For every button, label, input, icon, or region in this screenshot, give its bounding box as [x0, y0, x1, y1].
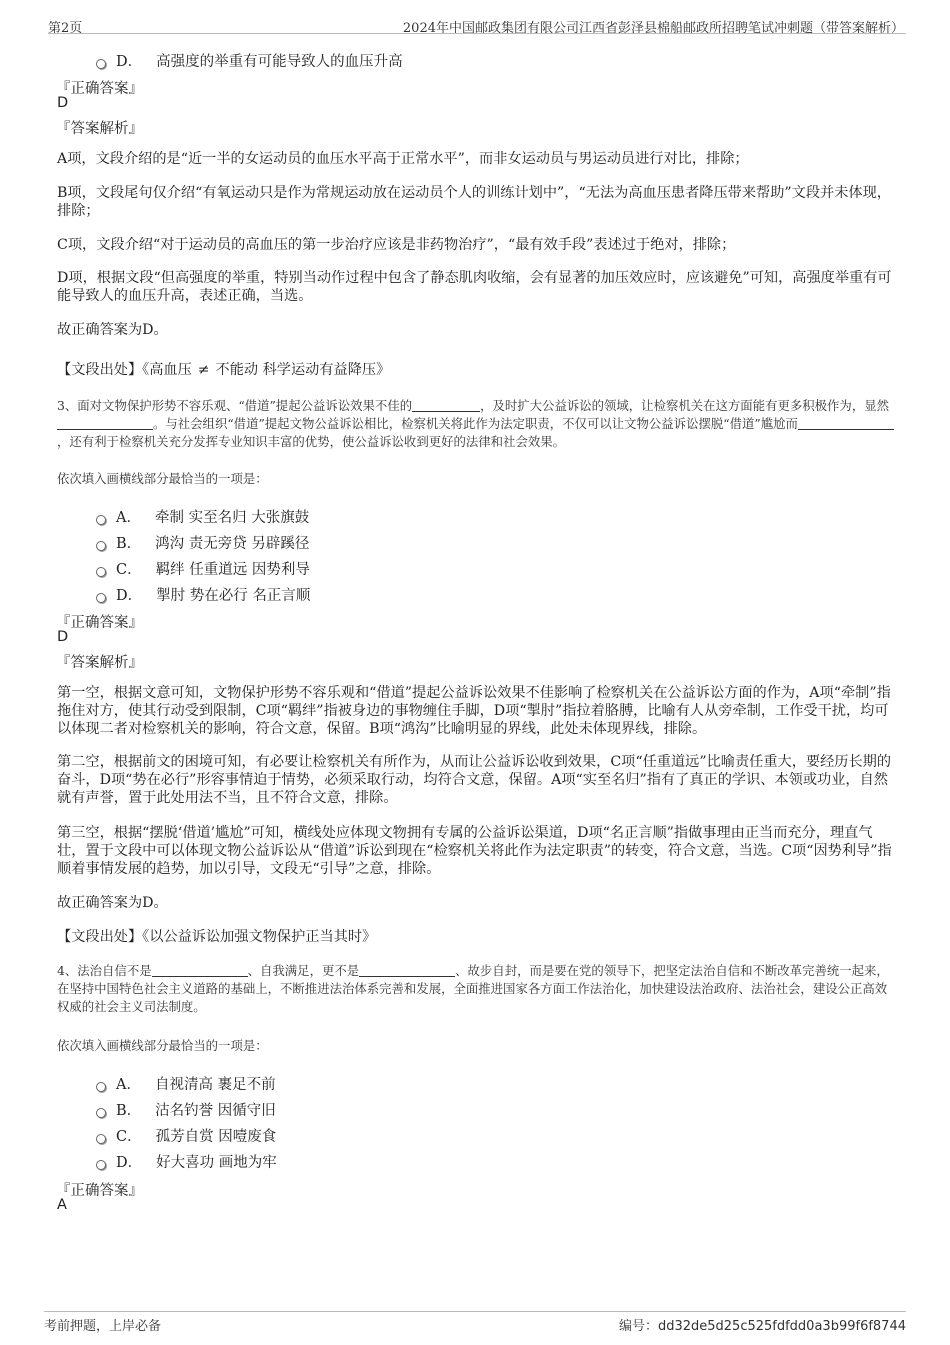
radio-icon[interactable] [96, 1134, 106, 1144]
radio-icon[interactable] [96, 515, 106, 525]
radio-icon[interactable] [96, 1082, 106, 1092]
document-title: 2024年中国邮政集团有限公司江西省彭泽县棉船邮政所招聘笔试冲刺题（带答案解析） [402, 21, 904, 36]
q3-analysis-2: 第二空，根据前文的困境可知，有必要让检察机关有所作为，从而让公益诉讼收到效果，C项“任重道远”比喻责任重大，要经历长期的奋斗，D项“势在必行”形容事情迫于情势，必须采取行动，均符合文意，保留。A项“实至名归”指有了真正的学识、本领或功业，自然就有声誉，置于此处用法不当，且不符合文意，排除。 [57, 754, 892, 806]
radio-icon[interactable] [96, 567, 106, 577]
q3-option-a[interactable]: A． 牵制 实至名归 大张旗鼓 [96, 506, 309, 527]
q2-analysis-label: 『答案解析』 [56, 121, 143, 137]
q3-analysis-3: 第三空，根据“摆脱‘借道’尴尬”可知，横线处应体现文物拥有专属的公益诉讼渠道，D项“名正言顺”指做事理由正当而充分，理直气壮，置于文段中可以体现文物公益诉讼从“借道”诉讼到现在“检察机关将此作为法定职责”的转变，符合文意，当选。C项“因势利导”指顺着事情发展的趋势，加以引导，文段无“引导”之意，排除。 [57, 825, 892, 877]
q3-conclusion: 故正确答案为D。 [57, 895, 168, 911]
q4-answer: A [57, 1197, 67, 1213]
q3-instruction: 依次填入画横线部分最恰当的一项是： [57, 471, 268, 486]
q3-stem: 3、面对文物保护形势不容乐观、“借道”提起公益诉讼效果不佳的 ，及时扩大公益诉讼的领域，让检察机关在这方面能有更多积极作为，显然。与社会组织“借道”提起文物公益诉讼相比，检察机关将此作为法定职责，不仅可以让文物公益诉讼摆脱“借道”尴尬而，还有利于检察机关充分发挥专业知识丰富的优势，使公益诉讼收到更好的法律和社会效果。 [57, 397, 895, 451]
q2-source: 【文段出处】《高血压 ≠ 不能动 科学运动有益降压》 [57, 362, 391, 378]
q3-analysis-label: 『答案解析』 [56, 655, 143, 671]
q3-answer-label: 『正确答案』 [56, 615, 143, 631]
q3-source: 【文段出处】《以公益诉讼加强文物保护正当其时》 [57, 929, 377, 945]
radio-icon[interactable] [96, 59, 106, 69]
blank-1 [412, 399, 480, 412]
radio-icon[interactable] [96, 593, 106, 603]
q4-option-a[interactable]: A． 自视清高 裹足不前 [96, 1073, 276, 1094]
q2-analysis-b: B项，文段尾句仅介绍“有氧运动只是作为常规运动放在运动员个人的训练计划中”，“无法为高血压患者降压带来帮助”文段并未体现，排除； [57, 185, 891, 219]
footer-slogan: 考前押题，上岸必备 [44, 1319, 162, 1334]
q3-option-c[interactable]: C． 羁绊 任重道远 因势利导 [96, 558, 310, 579]
q2-analysis-a: A项，文段介绍的是“近一半的女运动员的血压水平高于正常水平”，而非女运动员与男运动员进行对比，排除； [57, 151, 749, 167]
blank-3 [798, 417, 894, 430]
q2-analysis-d: D项，根据文段“但高强度的举重，特别当动作过程中包含了静态肌肉收缩，会有显著的加压效应时，应该避免”可知，高强度举重有可能导致人的血压升高，表述正确，当选。 [57, 270, 892, 304]
radio-icon[interactable] [96, 1108, 106, 1118]
q2-option-d[interactable]: D． 高强度的举重有可能导致人的血压升高 [96, 50, 403, 71]
q4-answer-label: 『正确答案』 [56, 1183, 143, 1199]
radio-icon[interactable] [96, 1160, 106, 1170]
q4-option-c[interactable]: C． 孤芳自赏 因噎废食 [96, 1125, 276, 1146]
q2-answer-label: 『正确答案』 [56, 81, 143, 97]
footer-divider [44, 1311, 906, 1312]
blank-2 [359, 964, 455, 977]
q4-option-d[interactable]: D． 好大喜功 画地为牢 [96, 1151, 277, 1172]
q4-stem: 4、法治自信不是 、自我满足，更不是 、故步自封，而是要在党的领导下，把坚定法治自信和不断改革完善统一起来，在坚持中国特色社会主义道路的基础上，不断推进法治体系完善和发展，全面推进国家各方面工作法治化，加快建设法治政府、法治社会，建设公正高效权威的社会主义司法制度。 [57, 963, 889, 1014]
q4-instruction: 依次填入画横线部分最恰当的一项是： [57, 1038, 268, 1053]
q2-conclusion: 故正确答案为D。 [57, 322, 168, 338]
q3-option-b[interactable]: B． 鸿沟 责无旁贷 另辟蹊径 [96, 532, 309, 553]
q4-option-b[interactable]: B． 沽名钓誉 因循守旧 [96, 1099, 276, 1120]
q3-answer: D [57, 629, 69, 645]
q2-answer: D [57, 95, 69, 111]
document-code: 编号：dd32de5d25c525fdfdd0a3b99f6f8744 [618, 1319, 906, 1334]
header-divider [48, 33, 906, 34]
not-equal-symbol: ≠ [197, 362, 210, 378]
q2-analysis-c: C项，文段介绍“对于运动员的高血压的第一步治疗应该是非药物治疗”，“最有效手段”表述过于绝对，排除； [57, 237, 736, 253]
q3-option-d[interactable]: D． 掣肘 势在必行 名正言顺 [96, 584, 310, 605]
radio-icon[interactable] [96, 541, 106, 551]
blank-1 [152, 964, 248, 977]
blank-2 [57, 417, 153, 430]
q3-analysis-1: 第一空，根据文意可知，文物保护形势不容乐观和“借道”提起公益诉讼效果不佳影响了检察机关在公益诉讼方面的作为，A项“牵制”指拖住对方，使其行动受到限制，C项“羁绊”指被身边的事物缠住手脚，D项“掣肘”指拉着胳膊，比喻有人从旁牵制，工作受干扰，均可以体现二者对检察机关的影响，符合文意，保留。B项“鸿沟”比喻明显的界线，此处未体现界线，排除。 [57, 685, 891, 737]
page-number: 第2页 [48, 21, 83, 36]
